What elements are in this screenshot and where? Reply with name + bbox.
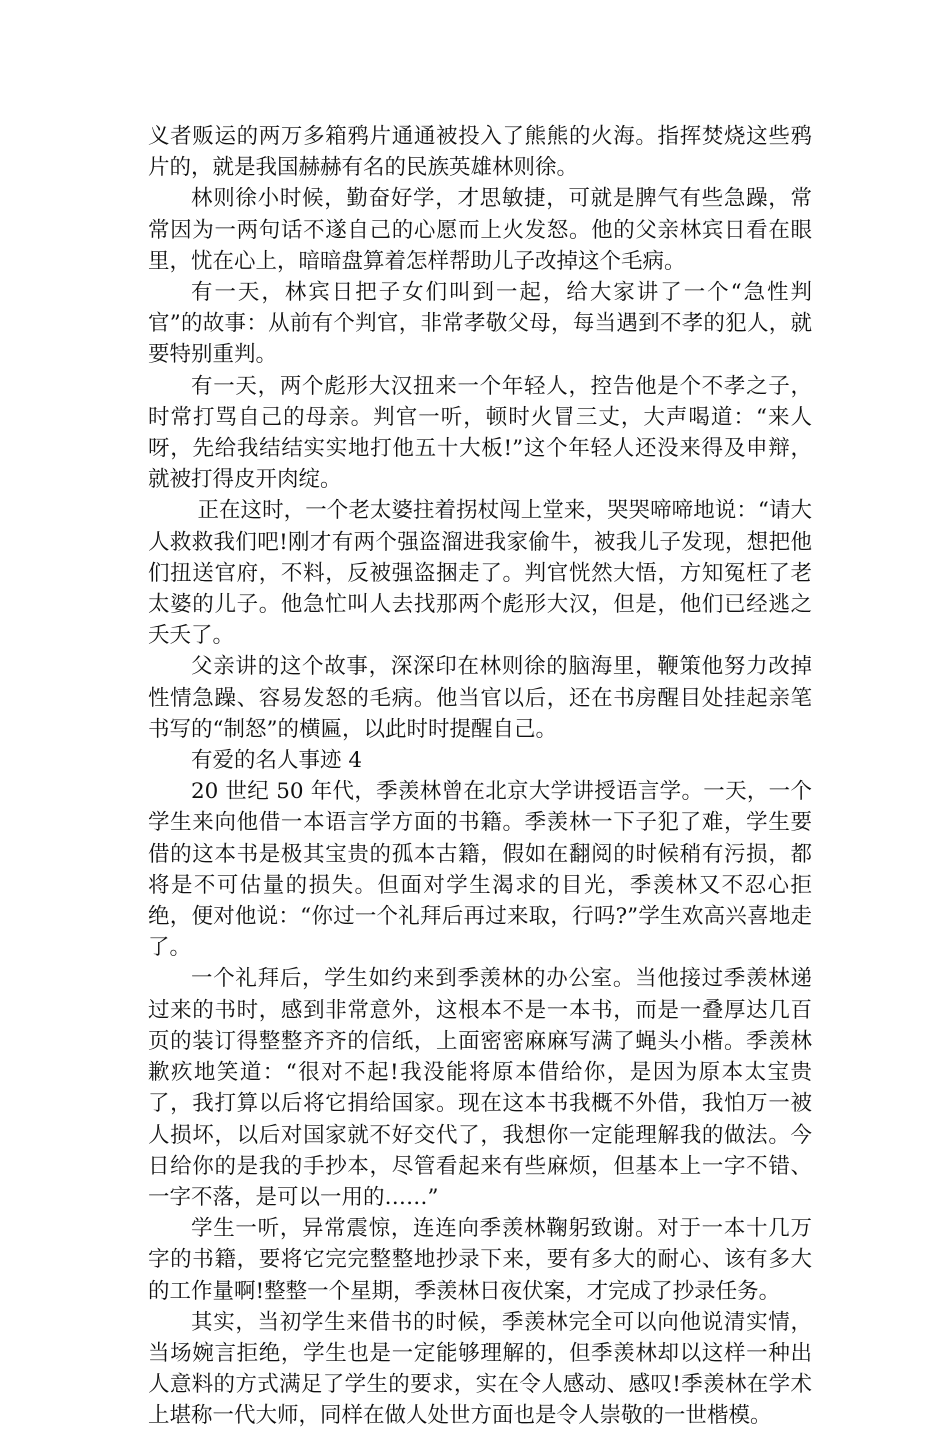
paragraph: 有一天，两个彪形大汉扭来一个年轻人，控告他是个不孝之子，时常打骂自己的母亲。判官一听，顿时火冒三丈，大声喝道：“来人呀，先给我结结实实地打他五十大板!”这个年轻人还没来得及申辩，就被打得皮开肉绽。	[148, 373, 812, 493]
paragraph: 学生一听，异常震惊，连连向季羡林鞠躬致谢。对于一本十几万字的书籍，要将它完完整整地抄录下来，要有多大的耐心、该有多大的工作量啊!整整一个星期，季羡林日夜伏案，才完成了抄录任务。	[148, 1216, 812, 1304]
paragraph: 正在这时，一个老太婆拄着拐杖闯上堂来，哭哭啼啼地说：“请大人救救我们吧!刚才有两个强盗溜进我家偷牛，被我儿子发现，想把他们扭送官府，不料，反被强盗捆走了。判官恍然大悟，方知冤枉了老太婆的儿子。他急忙叫人去找那两个彪形大汉，但是，他们已经逃之夭夭了。	[148, 498, 812, 649]
document-page	[148, 121, 812, 1432]
paragraph: 父亲讲的这个故事，深深印在林则徐的脑海里，鞭策他努力改掉性情急躁、容易发怒的毛病。他当官以后，还在书房醒目处挂起亲笔书写的“制怒”的横匾，以此时时提醒自己。	[148, 654, 812, 742]
paragraph-continuation: 义者贩运的两万多箱鸦片通通被投入了熊熊的火海。指挥焚烧这些鸦片的，就是我国赫赫有名的民族英雄林则徐。	[148, 124, 812, 181]
paragraph: 其实，当初学生来借书的时候，季羡林完全可以向他说清实情，当场婉言拒绝，学生也是一定能够理解的，但季羡林却以这样一种出人意料的方式满足了学生的要求，实在令人感动、感叹!季羡林在学术上堪称一代大师，同样在做人处世方面也是令人崇敬的一世楷模。	[148, 1309, 812, 1429]
section-heading: 有爱的名人事迹 4	[191, 748, 363, 774]
paragraph: 一个礼拜后，学生如约来到季羡林的办公室。当他接过季羡林递过来的书时，感到非常意外，这根本不是一本书，而是一叠厚达几百页的装订得整整齐齐的信纸，上面密密麻麻写满了蝇头小楷。季羡林歉疚地笑道：“很对不起!我没能将原本借给你，是因为原本太宝贵了，我打算以后将它捐给国家。现在这本书我概不外借，我怕万一被人损坏，以后对国家就不好交代了，我想你一定能理解我的做法。今日给你的是我的手抄本，尽管看起来有些麻烦，但基本上一字不错、一字不落，是可以一用的……”	[148, 966, 812, 1210]
paragraph: 20 世纪 50 年代，季羡林曾在北京大学讲授语言学。一天，一个学生来向他借一本语言学方面的书籍。季羡林一下子犯了难，学生要借的这本书是极其宝贵的孤本古籍，假如在翻阅的时候稍有污损，都将是不可估量的损失。但面对学生渴求的目光，季羡林又不忍心拒绝，便对他说：“你过一个礼拜后再过来取，行吗?”学生欢高兴喜地走了。	[148, 779, 812, 961]
paragraph: 林则徐小时候，勤奋好学，才思敏捷，可就是脾气有些急躁，常常因为一两句话不遂自己的心愿而上火发怒。他的父亲林宾日看在眼里，忧在心上，暗暗盘算着怎样帮助儿子改掉这个毛病。	[148, 186, 812, 274]
paragraph: 有一天，林宾日把子女们叫到一起，给大家讲了一个“急性判官”的故事：从前有个判官，非常孝敬父母，每当遇到不孝的犯人，就要特别重判。	[148, 280, 812, 368]
